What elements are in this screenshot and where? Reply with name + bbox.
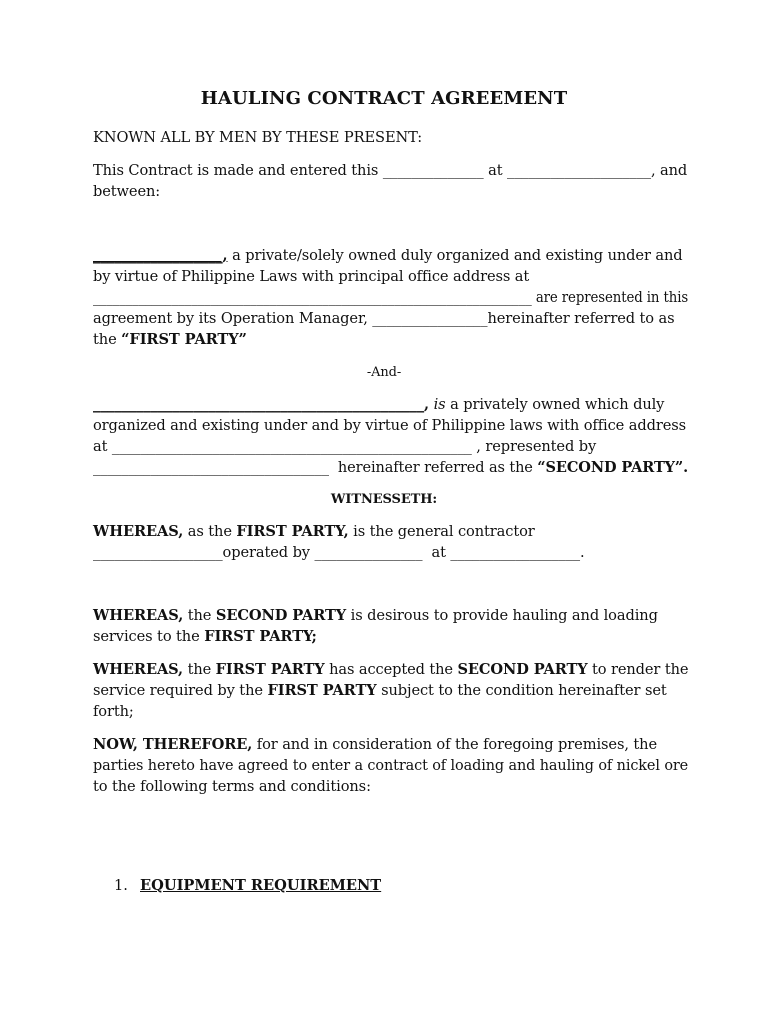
section-1-number: 1. [114,877,128,894]
whereas-2-line-2-pre: services to the [93,628,205,645]
first-party-line-4: agreement by its Operation Manager, ________________hereinafter referred to as [93,310,675,327]
preamble: KNOWN ALL BY MEN BY THESE PRESENT: [93,129,423,146]
whereas-2-lead: WHEREAS, [93,607,184,624]
whereas-3-line-1 [93,661,688,679]
now-therefore-line-1 [93,736,657,754]
first-party-line-1 [93,247,683,265]
intro-line-2: between: [93,183,161,200]
whereas-1-mid: as the [183,523,237,540]
whereas-2-party: SECOND PARTY [215,607,347,624]
now-therefore-line-2: parties hereto have agreed to enter a contract of loading and hauling of nickel ore [93,757,689,774]
whereas-3-lead: WHEREAS, [93,661,184,678]
now-therefore-lead: NOW, THEREFORE, [93,736,253,753]
first-party-line-1-rest: a private/solely owned duly organized and existing under and [227,247,683,264]
whereas-3-mid-1: the [183,661,216,678]
whereas-1-party: FIRST PARTY, [236,523,349,540]
second-party-label: “SECOND PARTY”. [537,459,689,476]
whereas-1-line-1 [93,523,535,541]
whereas-3-line-3: forth; [93,703,134,720]
whereas-1-rest: is the general contractor [348,523,535,540]
second-party-line-2: organized and existing under and by virtue of Philippine laws with office address [93,417,687,434]
whereas-3-party-2: SECOND PARTY [457,661,588,678]
second-party-line-3: at __________________________________________________ , represented by [93,438,597,455]
second-party-line-4-pre: _________________________________ hereinafter referred as the [93,459,538,476]
now-therefore-rest: for and in consideration of the foregoing premises, the [252,736,658,753]
whereas-1-line-2: __________________operated by _______________ at __________________. [93,544,585,561]
first-party-line-3: ___________________________________________________________________ are represented in this [93,289,689,306]
second-party-is: is [429,396,446,413]
whereas-2-line-1 [93,607,658,625]
whereas-2-line-2-party: FIRST PARTY; [204,628,317,645]
and-separator: -And- [366,365,402,380]
second-party-name-blank: ______________________________________________, [93,396,430,413]
whereas-3-line-2-rest: subject to the condition hereinafter set [376,682,667,699]
first-party-line-5 [93,331,247,349]
whereas-3-mid-2: has accepted the [324,661,458,678]
intro-line-1: This Contract is made and entered this ______________ at ____________________, and [93,162,688,179]
first-party-line-5-pre: the [93,331,122,348]
first-party-label: “FIRST PARTY” [121,331,247,348]
whereas-3-rest: to render the [587,661,689,678]
whereas-2-mid: the [183,607,216,624]
whereas-2-line-2 [93,628,317,646]
whereas-2-rest: is desirous to provide hauling and loading [346,607,658,624]
section-1-heading: EQUIPMENT REQUIREMENT [140,877,382,894]
second-party-line-1-rest: a privately owned which duly [445,396,665,413]
second-party-line-4 [93,459,688,477]
first-party-name-blank: __________________, [93,247,228,264]
whereas-3-party-1: FIRST PARTY [215,661,325,678]
whereas-3-line-2-pre: service required by the [93,682,268,699]
document-title: HAULING CONTRACT AGREEMENT [200,88,568,109]
witnesseth-heading: WITNESSETH: [330,492,438,507]
first-party-line-2: by virtue of Philippine Laws with principal office address at [93,268,530,285]
whereas-1-lead: WHEREAS, [93,523,184,540]
whereas-3-line-2-party: FIRST PARTY [267,682,377,699]
whereas-3-line-2 [93,682,667,700]
now-therefore-line-3: to the following terms and conditions: [93,778,371,795]
second-party-line-1 [93,396,664,414]
